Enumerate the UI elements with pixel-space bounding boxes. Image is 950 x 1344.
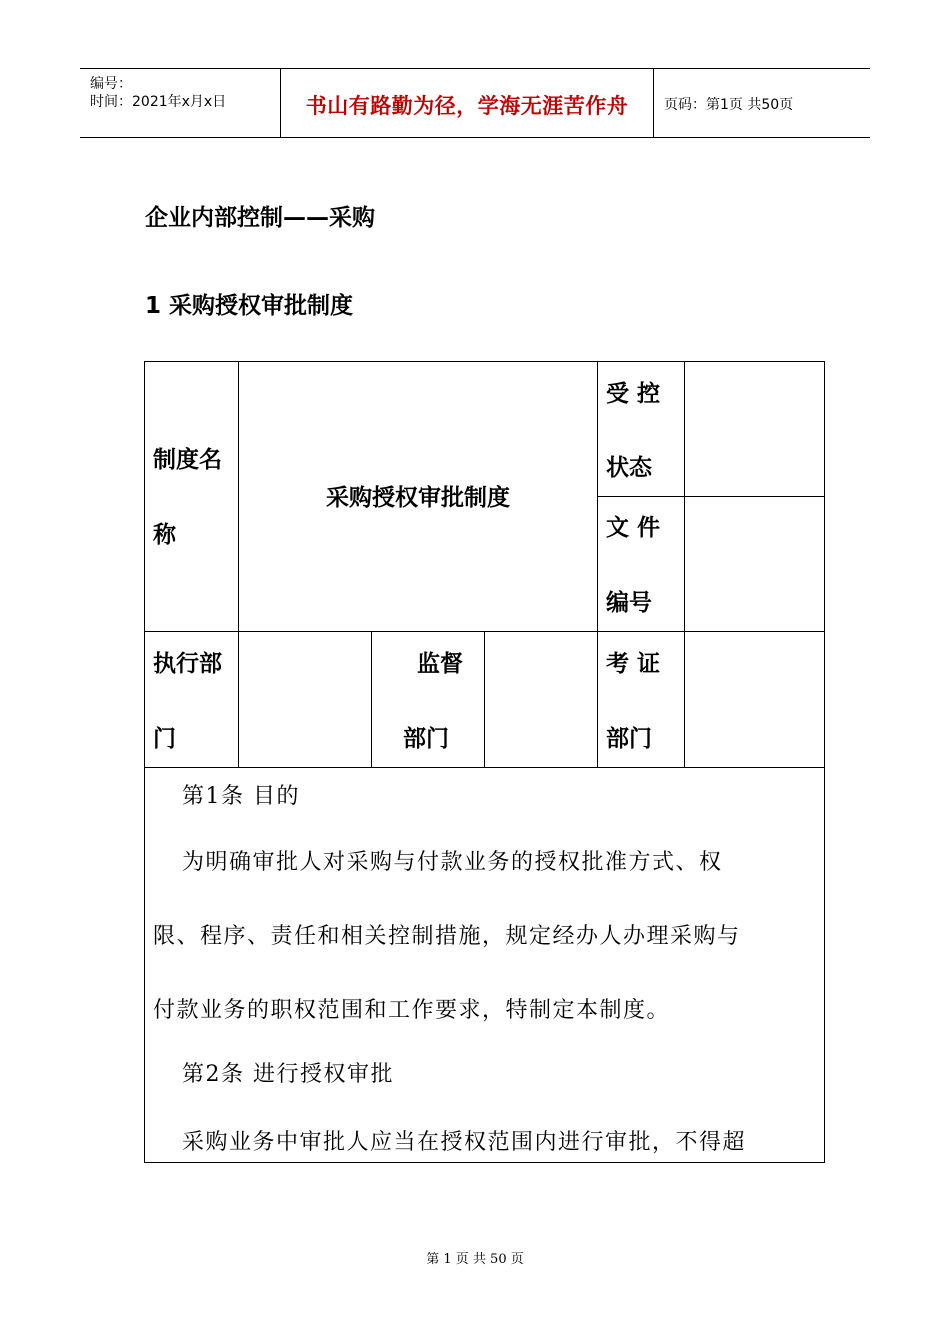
audit-dept-label: 考 证 bbox=[606, 651, 661, 677]
table-rule bbox=[597, 361, 598, 767]
page-footer: 第 1 页 共 50 页 bbox=[426, 1252, 524, 1267]
control-status-label: 受 控 bbox=[606, 381, 661, 407]
audit-dept-label-cont: 部门 bbox=[606, 726, 652, 752]
exec-dept-label-cont: 门 bbox=[153, 726, 176, 752]
file-number-label: 文 件 bbox=[606, 515, 661, 541]
number-label: 编号： bbox=[90, 76, 132, 92]
page-header bbox=[80, 68, 870, 138]
article-2-heading: 第2条 进行授权审批 bbox=[182, 1062, 394, 1087]
control-status-label-cont: 状态 bbox=[606, 455, 652, 481]
table-border-left bbox=[144, 361, 145, 1163]
table-rule bbox=[238, 361, 239, 767]
article-2-line: 采购业务中审批人应当在授权范围内进行审批，不得超 bbox=[182, 1130, 747, 1155]
motto: 书山有路勤为径，学海无涯苦作舟 bbox=[305, 94, 629, 118]
header-motto-cell bbox=[281, 69, 654, 137]
policy-name-value: 采购授权审批制度 bbox=[326, 485, 510, 511]
article-1-heading: 第1条 目的 bbox=[182, 784, 300, 809]
table-rule bbox=[371, 631, 372, 767]
file-number-label-cont: 编号 bbox=[606, 590, 652, 616]
supervise-dept-label: 监督 bbox=[417, 651, 463, 677]
page-label: 页码：第1页 共50页 bbox=[664, 97, 794, 113]
policy-name-label: 制度名 bbox=[153, 447, 222, 473]
header-page-cell bbox=[654, 69, 870, 137]
table-rule bbox=[484, 631, 485, 767]
table-rule bbox=[597, 496, 825, 497]
article-1-line: 限、程序、责任和相关控制措施，规定经办人办理采购与 bbox=[153, 924, 741, 949]
article-1-line: 付款业务的职权范围和工作要求，特制定本制度。 bbox=[153, 998, 671, 1023]
table-border-right bbox=[824, 361, 825, 1163]
table-border-top bbox=[144, 361, 825, 362]
table-border-bottom bbox=[144, 1162, 825, 1163]
article-1-line: 为明确审批人对采购与付款业务的授权批准方式、权 bbox=[182, 850, 723, 875]
policy-table bbox=[144, 361, 825, 1163]
section-heading: 1 采购授权审批制度 bbox=[145, 293, 354, 319]
header-meta-cell bbox=[80, 69, 281, 137]
exec-dept-label: 执行部 bbox=[153, 651, 222, 677]
document-title: 企业内部控制——采购 bbox=[145, 205, 375, 231]
date-label: 时间：2021年x月x日 bbox=[90, 94, 227, 110]
policy-name-label-cont: 称 bbox=[153, 522, 176, 548]
supervise-dept-label-cont: 部门 bbox=[403, 726, 449, 752]
table-rule bbox=[684, 361, 685, 767]
table-rule bbox=[144, 767, 825, 768]
